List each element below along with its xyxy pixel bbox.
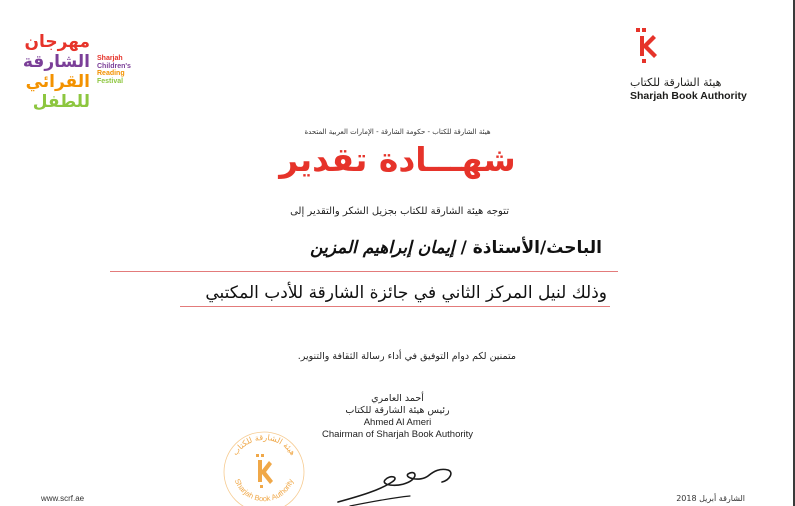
sharjah-book-authority-mark-icon bbox=[634, 28, 660, 64]
certificate-intro: تتوجه هيئة الشارقة للكتاب بجزيل الشكر والتقدير إلى bbox=[290, 206, 509, 217]
signer-title-english: Chairman of Sharjah Book Authority bbox=[321, 429, 474, 440]
svg-text:هيئة الشارقة للكتاب bbox=[231, 433, 298, 457]
festival-logo-arabic bbox=[23, 32, 90, 112]
festival-arabic-line-1: مهرجان bbox=[24, 32, 90, 52]
seal-text-arabic: هيئة الشارقة للكتاب bbox=[230, 432, 298, 457]
recipient-prefix: الباحث/الأستاذة / bbox=[460, 238, 602, 258]
authority-seal-stamp bbox=[222, 430, 306, 506]
festival-arabic-line-4: للطفل bbox=[32, 92, 90, 112]
signer-title-arabic: رئيس هيئة الشارقة للكتاب bbox=[345, 405, 450, 416]
certificate-reason: وذلك لنيل المركز الثاني في جائزة الشارقة للأدب المكتبي bbox=[205, 283, 607, 303]
seal-text-english: Sharjah Book Authority bbox=[232, 477, 296, 504]
festival-english-line-2: Children's bbox=[97, 62, 131, 70]
reason-underline bbox=[180, 306, 610, 307]
authority-name-arabic: هيئة الشارقة للكتاب bbox=[630, 76, 722, 89]
signer-block bbox=[0, 393, 795, 441]
recipient-name: إيمان إبراهيم المزين bbox=[310, 238, 455, 258]
certificate-header-line: هيئة الشارقة للكتاب - حكومة الشارقة - الإمارات العربية المتحدة bbox=[304, 128, 491, 136]
authority-name-english: Sharjah Book Authority bbox=[630, 90, 747, 102]
festival-arabic-line-2: الشارقة bbox=[22, 52, 90, 72]
signer-name-english: Ahmed Al Ameri bbox=[363, 417, 432, 428]
festival-english-line-4: Festival bbox=[97, 77, 124, 85]
recipient-line bbox=[190, 238, 602, 258]
festival-logo bbox=[22, 32, 148, 112]
signer-name-arabic: أحمد العامري bbox=[371, 393, 424, 404]
authority-logo bbox=[620, 26, 760, 106]
recipient-underline bbox=[110, 271, 618, 272]
festival-logo-english bbox=[97, 55, 131, 85]
certificate-title: شهـــادة تقدير bbox=[279, 140, 516, 179]
seal-mark-icon bbox=[256, 454, 273, 488]
festival-english-line-1: Sharjah bbox=[97, 55, 123, 62]
svg-text:Sharjah Book Authority bbox=[233, 477, 296, 503]
festival-arabic-line-3: القرائي bbox=[25, 72, 90, 92]
footer-website: www.scrf.ae bbox=[41, 494, 85, 503]
signature-scribble bbox=[330, 452, 460, 506]
footer-date: الشارقة أبريل 2018 bbox=[676, 494, 745, 503]
certificate-wish: متمنين لكم دوام التوفيق في أداء رسالة الثقافة والتنوير. bbox=[297, 351, 516, 362]
recipient-row bbox=[190, 233, 602, 271]
festival-english-line-3: Reading bbox=[97, 70, 125, 77]
